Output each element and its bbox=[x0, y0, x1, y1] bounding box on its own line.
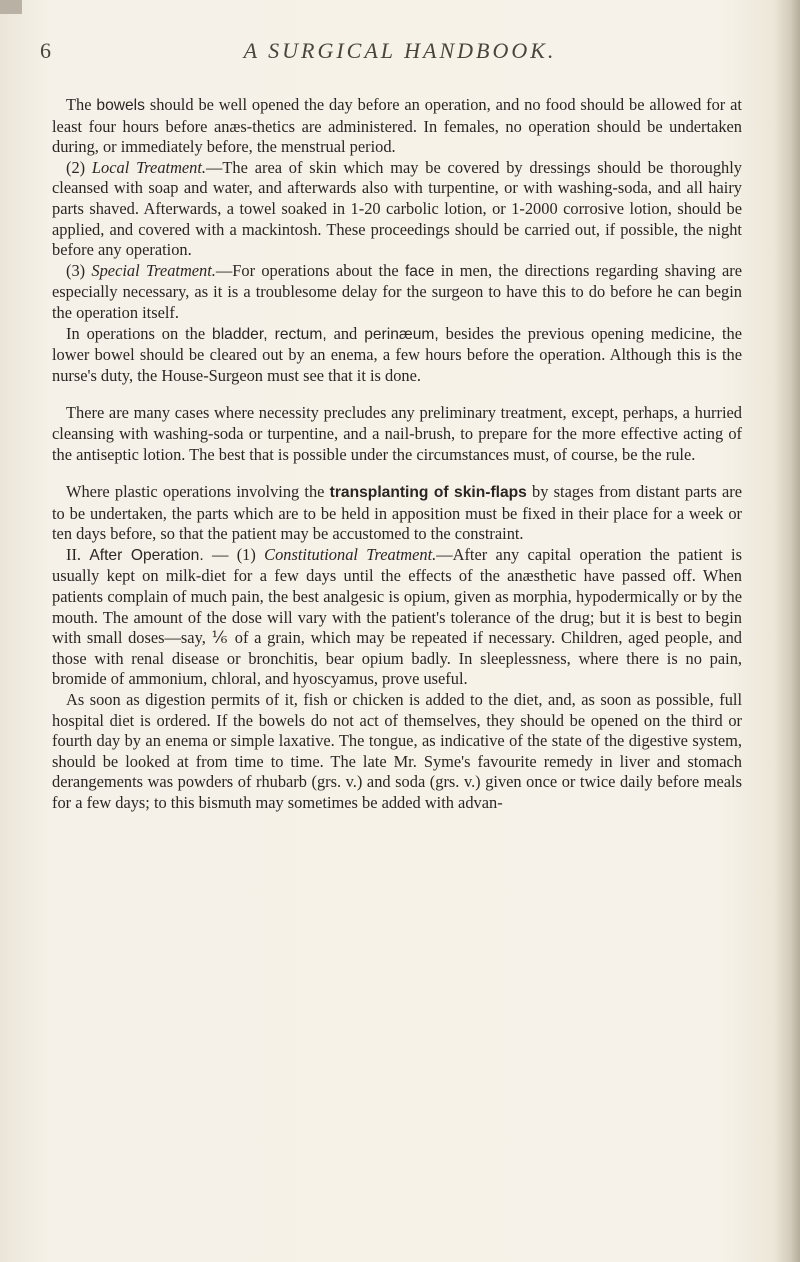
page-body bbox=[52, 95, 742, 814]
emphasized-term: transplanting of skin-flaps bbox=[329, 484, 527, 502]
section-heading: After Operation. bbox=[89, 546, 204, 564]
page-number: 6 bbox=[40, 38, 51, 63]
emphasized-term: face bbox=[404, 262, 435, 280]
paragraph: In operations on the bladder, rectum, and perinæum, besides the previous opening medicine, the lower bowel should be cleared out by an enema, a few hours before the operation. Although this is the nurse's duty, the House-Surgeon must see that it is done. bbox=[52, 323, 742, 385]
running-title: A SURGICAL HANDBOOK. bbox=[243, 38, 557, 63]
paragraph: As soon as digestion permits of it, fish or chicken is added to the diet, and, as soon as possible, full hospital diet is ordered. If the bowels do not act of themselves, they should be opened on the third or fourth day by an enema or simple laxative. The tongue, as indicative of the state of the digestive system, should be looked at from time to time. The late Mr. Syme's favourite remedy in liver and stomach derangements was powders of rhubarb (grs. v.) and soda (grs. v.) given once or twice daily before meals for a few days; to this bismuth may sometimes be added with advan- bbox=[52, 690, 742, 812]
emphasized-term: perinæum, bbox=[364, 325, 439, 343]
emphasized-term: bladder, rectum, bbox=[212, 325, 327, 343]
paragraph: (2) Local Treatment.—The area of skin which may be covered by dressings should be thoroughly cleansed with soap and water, and afterwards also with turpentine, or with washing-soda, and all hairy parts shaved. Afterwards, a towel soaked in 1-20 carbolic lotion, or 1-2000 corrosive lotion, should be applied, and covered with a mackintosh. These proceedings should be carried out, if possible, the night before any operation. bbox=[52, 157, 742, 260]
emphasized-term: bowels bbox=[96, 97, 145, 114]
page-edge-shadow bbox=[774, 0, 800, 1262]
paragraph: (3) Special Treatment.—For operations about the face in men, the directions regarding shaving are especially necessary, as it is a troublesome delay for the surgeon to have this to do before he can begin the operation itself. bbox=[52, 260, 742, 322]
page-corner bbox=[0, 0, 22, 14]
paragraph: There are many cases where necessity precludes any preliminary treatment, except, perhaps, a hurried cleansing with washing-soda or turpentine, and a nail-brush, to prepare for the more effective acting of the antiseptic lotion. The best that is possible under the circumstances must, of course, be the rule. bbox=[52, 403, 742, 464]
section-label: Local Treatment. bbox=[91, 157, 207, 177]
page-header bbox=[40, 38, 760, 74]
section-label: Constitutional Treatment. bbox=[264, 544, 437, 564]
section-label: Special Treatment. bbox=[91, 260, 216, 280]
paragraph: II. After Operation. — (1) Constitutional Treatment.—After any capital operation the patient is usually kept on milk-diet for a few days until the effects of the anæsthetic have passed off. When patients complain of much pain, the best analgesic is opium, given as morphia, hypodermically or by the mouth. The amount of the dose will vary with the patient's tolerance of the drug; but it is best to begin with small doses—say, ⅙ of a grain, which may be repeated if necessary. Children, aged people, and those with renal disease or bronchitis, bear opium badly. In sleeplessness, where there is no pain, bromide of ammonium, chloral, and hyoscyamus, prove useful. bbox=[52, 544, 742, 689]
paragraph: Where plastic operations involving the transplanting of skin-flaps by stages from distant parts are to be undertaken, the parts which are to be held in apposition must be fixed in their place for a week or ten days before, so that the patient may be accustomed to the constraint. bbox=[52, 482, 743, 544]
paragraph: The bowels should be well opened the day before an operation, and no food should be allowed for at least four hours before anæs-thetics are administered. In females, no operation should be undertaken during, or immediately before, the menstrual period. bbox=[52, 95, 742, 157]
